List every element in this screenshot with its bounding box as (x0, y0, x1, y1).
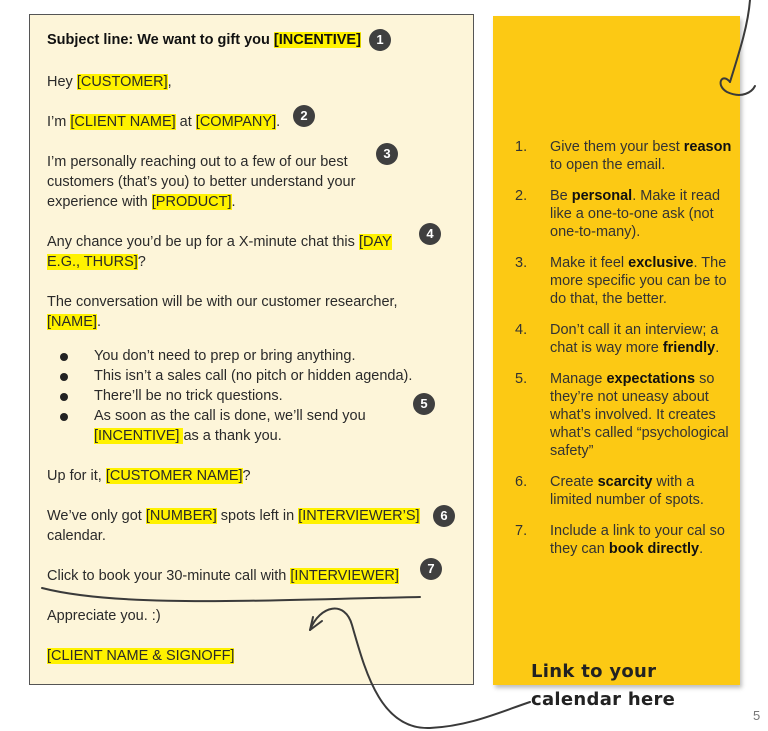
callout-badge-6: 6 (433, 505, 455, 527)
arrow-to-calendar-note (310, 609, 530, 728)
note-number: 6. (515, 474, 528, 490)
intro-line: I’m [CLIENT NAME] at [COMPANY]. (47, 114, 281, 130)
callout-badge-1: 1 (369, 29, 391, 51)
reach-line-3: experience with [PRODUCT]. (47, 194, 236, 210)
note-item-3: Make it feel exclusive. The more specific you can be to do that, the better. (550, 255, 727, 307)
greeting-line: Hey [CUSTOMER], (47, 74, 172, 90)
placeholder-interviewers: [INTERVIEWER’S] (298, 508, 420, 524)
callout-badge-5: 5 (413, 393, 435, 415)
note-item-1: Give them your best reason to open the email. (550, 139, 732, 173)
callout-badge-2: 2 (293, 105, 315, 127)
note-number: 1. (515, 139, 528, 155)
chat-line-2: E.G., THURS]? (47, 254, 146, 270)
bullet-item-4: As soon as the call is done, we’ll send you (94, 408, 366, 424)
note-item-2: Be personal. Make it read like a one-to-one ask (not one-to-many). (550, 188, 721, 240)
placeholder-customer: [CUSTOMER] (76, 74, 168, 90)
appreciate-line: Appreciate you. :) (47, 608, 161, 624)
curly-arrow-loop (721, 78, 755, 95)
placeholder-product: [PRODUCT] (151, 194, 232, 210)
placeholder-number: [NUMBER] (145, 508, 217, 524)
spots-line-1: We’ve only got [NUMBER] spots left in [INTERVIEWER’S] (47, 508, 420, 524)
note-number: 7. (515, 523, 528, 539)
placeholder-incentive: [INCENTIVE] (94, 428, 184, 444)
placeholder-name: [NAME] (47, 314, 97, 330)
placeholder-signoff: [CLIENT NAME & SIGNOFF] (47, 648, 235, 664)
reach-line-1: I’m personally reaching out to a few of our best (47, 154, 348, 170)
callout-badge-3: 3 (376, 143, 398, 165)
spots-line-2: calendar. (47, 528, 106, 544)
note-number: 4. (515, 322, 528, 338)
reach-line-2: customers (that’s you) to better understand your (47, 174, 356, 190)
placeholder-company: [COMPANY] (195, 114, 277, 130)
booking-link-line[interactable]: Click to book your 30-minute call with [INTERVIEWER] (47, 568, 399, 584)
placeholder-interviewer: [INTERVIEWER] (290, 568, 399, 584)
subject-label: Subject line: We want to gift you (47, 32, 274, 48)
note-number: 2. (515, 188, 528, 204)
placeholder-incentive: [INCENTIVE] (273, 32, 361, 48)
bullet-item-2: This isn’t a sales call (no pitch or hidden agenda). (94, 368, 413, 384)
note-number: 3. (515, 255, 528, 271)
handwritten-note-line-2: calendar here (531, 689, 676, 710)
placeholder-client-name: [CLIENT NAME] (70, 114, 176, 130)
note-item-6: Create scarcity with a limited number of spots. (550, 474, 704, 508)
researcher-line-2: [NAME]. (47, 314, 101, 330)
note-item-7: Include a link to your cal so they can book directly. (550, 523, 725, 557)
placeholder-day: [DAY (358, 234, 392, 250)
page-number: 5 (753, 708, 761, 723)
placeholder-customer-name: [CUSTOMER NAME] (105, 468, 243, 484)
callout-badge-4: 4 (419, 223, 441, 245)
note-item-5: Manage expectations so they’re not uneasy about what’s involved. It creates what’s called “psychological safety” (550, 371, 729, 459)
researcher-line-1: The conversation will be with our customer researcher, (47, 294, 398, 310)
curly-arrow-top (730, 0, 750, 82)
note-item-4: Don’t call it an interview; a chat is way more friendly. (550, 322, 720, 356)
chat-line-1: Any chance you’d be up for a X-minute chat this [DAY (47, 234, 392, 250)
bullet-item-3: There’ll be no trick questions. (94, 388, 283, 404)
callout-badge-7: 7 (420, 558, 442, 580)
handwritten-note-line-1: Link to your (531, 661, 657, 682)
placeholder-day-example: E.G., THURS] (47, 254, 138, 270)
note-number: 5. (515, 371, 528, 387)
bullet-item-4-cont: [INCENTIVE] as a thank you. (94, 428, 282, 444)
underline-stroke (42, 588, 420, 601)
upfor-line: Up for it, [CUSTOMER NAME]? (47, 468, 251, 484)
bullet-item-1: You don’t need to prep or bring anything. (94, 348, 356, 364)
